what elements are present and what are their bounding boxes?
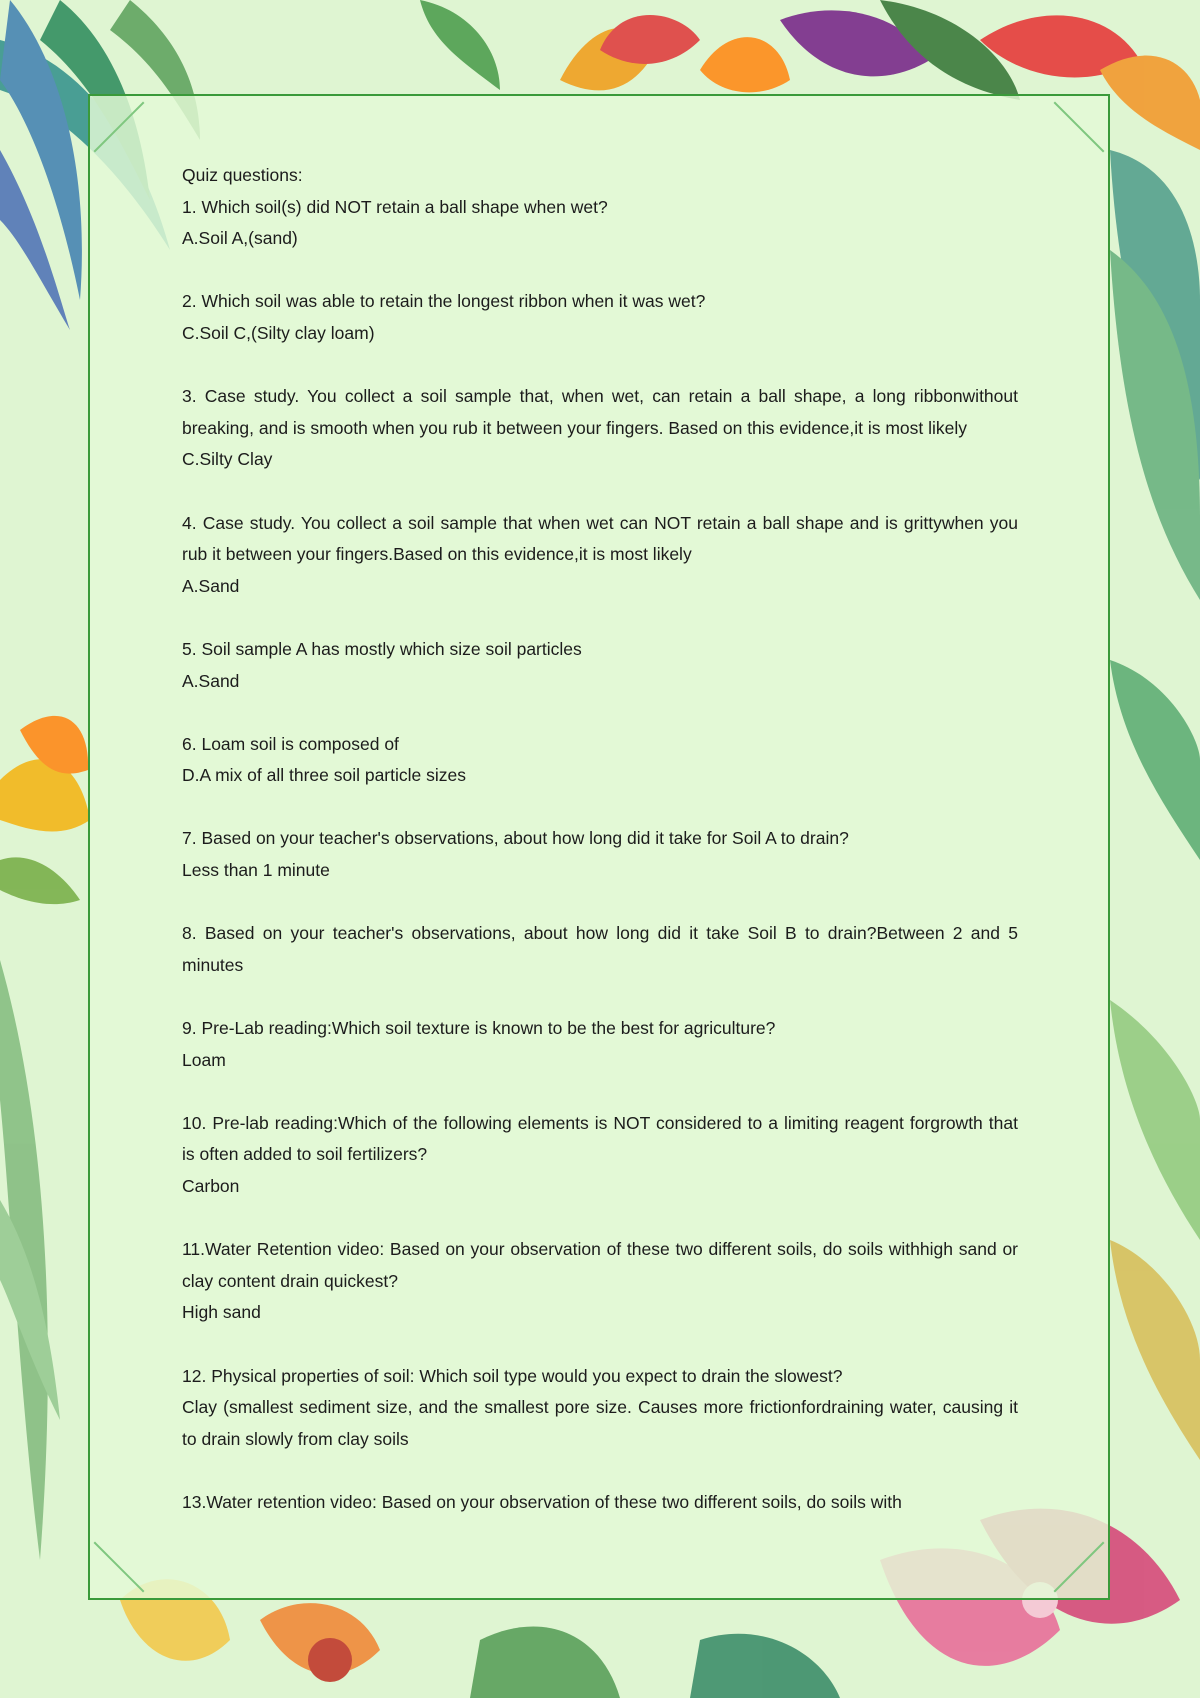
- answer-text: Clay (smallest sediment size, and the smallest pore size. Causes more frictionfordraining water, causing it to drain slowly from clay soils: [182, 1397, 1018, 1449]
- quiz-question: [182, 918, 1018, 981]
- answer-text: C.Soil C,(Silty clay loam): [182, 322, 375, 343]
- question-text: 7. Based on your teacher's observations, about how long did it take for Soil A to drain?: [182, 828, 849, 849]
- quiz-question: [182, 634, 1018, 697]
- question-text: 1. Which soil(s) did NOT retain a ball shape when wet?: [182, 196, 608, 217]
- quiz-question: [182, 1234, 1018, 1329]
- question-text: 3. Case study. You collect a soil sample that, when wet, can retain a ball shape, a long ribbonwithout breaking, and is smooth when you rub it between your fingers. Based on this evidence,it is most likely: [182, 386, 1018, 438]
- answer-text: A.Sand: [182, 670, 240, 691]
- question-text: 8. Based on your teacher's observations, about how long did it take Soil B to drain?Between 2 and 5 minutes: [182, 923, 1018, 975]
- answer-text: Loam: [182, 1049, 226, 1070]
- quiz-question: [182, 1013, 1018, 1076]
- frame-corner-decoration: [94, 1542, 145, 1593]
- question-text: 2. Which soil was able to retain the longest ribbon when it was wet?: [182, 291, 706, 312]
- question-text: 10. Pre-lab reading:Which of the following elements is NOT considered to a limiting reagent forgrowth that is often added to soil fertilizers?: [182, 1112, 1018, 1165]
- frame-corner-decoration: [1054, 102, 1105, 153]
- quiz-question: [182, 192, 1018, 255]
- answer-text: A.Sand: [182, 575, 240, 596]
- frame-corner-decoration: [94, 102, 145, 153]
- quiz-question: [182, 729, 1018, 792]
- bird-of-paradise-icon: [0, 716, 90, 904]
- question-text: 6. Loam soil is composed of: [182, 733, 399, 754]
- answer-text: Less than 1 minute: [182, 860, 330, 881]
- question-list: [182, 192, 1018, 1519]
- quiz-document: [182, 160, 1018, 1519]
- answer-text: High sand: [182, 1302, 261, 1323]
- quiz-question: [182, 286, 1018, 349]
- quiz-question: [182, 508, 1018, 603]
- fern-leaf-icon: [0, 960, 60, 1560]
- question-text: 9. Pre-Lab reading:Which soil texture is known to be the best for agriculture?: [182, 1018, 776, 1039]
- answer-text: Carbon: [182, 1176, 240, 1196]
- quiz-question: [182, 381, 1018, 476]
- quiz-title: Quiz questions:: [182, 165, 303, 185]
- question-text: 13.Water retention video: Based on your observation of these two different soils, do soils with: [182, 1491, 902, 1512]
- frame-corner-decoration: [1054, 1542, 1105, 1593]
- question-text: 11.Water Retention video: Based on your observation of these two different soils, do soils withhigh sand or clay content drain quickest?: [182, 1239, 1018, 1291]
- answer-text: C.Silty Clay: [182, 449, 273, 470]
- question-text: 5. Soil sample A has mostly which size soil particles: [182, 638, 582, 659]
- question-text: 12. Physical properties of soil: Which soil type would you expect to drain the slowest?: [182, 1365, 843, 1386]
- quiz-question: [182, 1108, 1018, 1203]
- monstera-leaf-icon: [1110, 150, 1200, 1460]
- quiz-question: [182, 1361, 1018, 1456]
- quiz-question: [182, 1487, 1018, 1519]
- answer-text: D.A mix of all three soil particle sizes: [182, 765, 466, 786]
- answer-text: A.Soil A,(sand): [182, 228, 298, 249]
- question-text: 4. Case study. You collect a soil sample that when wet can NOT retain a ball shape and is grittywhen you rub it between your fingers.Based on this evidence,it is most likely: [182, 512, 1018, 565]
- quiz-question: [182, 823, 1018, 886]
